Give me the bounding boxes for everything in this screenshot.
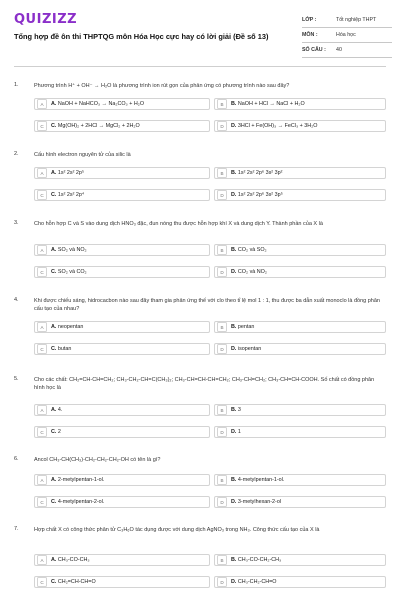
option-letter: B [217, 168, 227, 178]
option-text: D. 1 [231, 429, 241, 435]
document-title: Tổng hợp đề ôn thi THPTQG môn Hóa Học cực hay có lời giải (Đề số 13) [14, 32, 269, 41]
option-letter: D [217, 577, 227, 587]
option-letter: D [217, 344, 227, 354]
meta-table [302, 13, 392, 58]
option-letter: A [37, 99, 47, 109]
option-text: A. 2-metylpentan-1-ol. [51, 477, 105, 483]
option-letter: B [217, 475, 227, 485]
option-text: B. NaOH + HCl → NaCl + H₂O [231, 101, 305, 107]
meta-row-question-count [302, 43, 392, 58]
option-letter: A [37, 245, 47, 255]
option-a[interactable] [34, 554, 210, 566]
option-c[interactable] [34, 343, 210, 355]
option-letter: C [37, 267, 47, 277]
meta-value: Hóa học [336, 32, 356, 38]
option-letter: B [217, 99, 227, 109]
option-letter: A [37, 555, 47, 565]
option-text: C. 2 [51, 429, 61, 435]
option-b[interactable] [214, 554, 386, 566]
option-text: A. CH₃-CO-CH₃ [51, 557, 90, 563]
option-a[interactable] [34, 474, 210, 486]
option-d[interactable] [214, 120, 386, 132]
option-letter: D [217, 497, 227, 507]
option-a[interactable] [34, 321, 210, 333]
option-b[interactable] [214, 404, 386, 416]
option-text: D. isopentan [231, 346, 262, 352]
option-a[interactable] [34, 98, 210, 110]
meta-value: 40 [336, 47, 342, 53]
option-text: B. 3 [231, 407, 241, 413]
option-d[interactable] [214, 576, 386, 588]
option-text: D. 1s² 2s² 2p⁶ 3s² 3p⁵ [231, 192, 283, 198]
option-text: A. 1s² 2s² 2p⁵ [51, 170, 85, 176]
option-b[interactable] [214, 321, 386, 333]
question-text: Phương trình H⁺ + OH⁻ → H₂O là phương trình ion rút gọn của phản ứng có phương trình nào sau đây? [34, 83, 290, 89]
option-letter: D [217, 121, 227, 131]
meta-row-subject [302, 28, 392, 43]
option-text: D. CH₃-CH₂-CH=O [231, 579, 277, 585]
document-header [0, 0, 400, 64]
meta-row-class [302, 13, 392, 28]
option-c[interactable] [34, 189, 210, 201]
question-number: 2. [14, 151, 19, 157]
option-d[interactable] [214, 426, 386, 438]
option-b[interactable] [214, 167, 386, 179]
question-number: 6. [14, 456, 19, 462]
header-divider [14, 66, 386, 67]
question-text: Cấu hình electron nguyên tử của silic là [34, 152, 131, 158]
option-text: B. 4-metylpentan-1-ol. [231, 477, 285, 483]
option-text: D. CO₂ và NO₂ [231, 269, 267, 275]
meta-value: Tốt nghiệp THPT [336, 17, 377, 23]
question-text: Khi được chiếu sáng, hidrocacbon nào sau đây tham gia phản ứng thế với clo theo tỉ lệ mol 1 : 1, thu được ba dẫn xuất monoclo là đồng phân cấu tạo của nhau? [34, 298, 380, 312]
option-letter: A [37, 168, 47, 178]
question-text: Hợp chất X có công thức phân tử C₃H₆O tác dụng được với dung dịch AgNO₃ trong NH₃. Công thức cấu tạo của X là [34, 527, 320, 533]
option-letter: A [37, 322, 47, 332]
option-text: B. CO₂ và SO₂ [231, 247, 267, 253]
option-d[interactable] [214, 189, 386, 201]
option-text: C. Mg(OH)₂ + 2HCl → MgCl₂ + 2H₂O [51, 123, 140, 129]
meta-label: SỐ CÂU : [302, 47, 326, 53]
meta-label: LỚP : [302, 17, 317, 23]
question-number: 7. [14, 526, 19, 532]
question-number: 4. [14, 297, 19, 303]
option-text: A. 4. [51, 407, 63, 413]
option-text: A. NaOH + NaHCO₃ → Na₂CO₃ + H₂O [51, 101, 145, 107]
option-d[interactable] [214, 496, 386, 508]
option-letter: A [37, 475, 47, 485]
option-letter: C [37, 344, 47, 354]
option-a[interactable] [34, 167, 210, 179]
option-c[interactable] [34, 576, 210, 588]
option-text: C. CH₂=CH-CH=O [51, 579, 96, 585]
question-text: Cho các chất: CH₂=CH-CH=CH₂; CH₃-CH₂-CH=C(CH₃)₂; CH₃-CH=CH-CH=CH₂; CH₃-CH=CH₂; CH₃-CH=CH-COOH. Số chất có đồng phân hình học là [34, 377, 375, 391]
option-text: C. 4-metylpentan-2-ol. [51, 499, 105, 505]
option-letter: C [37, 190, 47, 200]
option-d[interactable] [214, 343, 386, 355]
option-letter: B [217, 322, 227, 332]
option-text: B. pentan [231, 324, 255, 330]
option-letter: C [37, 497, 47, 507]
option-text: B. CH₃-CO-CH₂-CH₃ [231, 557, 282, 563]
option-text: D. 3-metylhexan-2-ol [231, 499, 282, 505]
question-text: Cho hỗn hợp C và S vào dung dịch HNO₃ đặc, đun nóng thu được hỗn hợp khí X và dung dịch Y. Thành phần của X là [34, 221, 323, 227]
option-c[interactable] [34, 120, 210, 132]
option-a[interactable] [34, 244, 210, 256]
option-letter: D [217, 267, 227, 277]
option-a[interactable] [34, 404, 210, 416]
question-number: 1. [14, 82, 19, 88]
option-b[interactable] [214, 474, 386, 486]
option-letter: C [37, 427, 47, 437]
option-text: C. SO₂ và CO₂ [51, 269, 87, 275]
option-letter: A [37, 405, 47, 415]
quizizz-logo: QUIZIZZ [14, 12, 78, 27]
question-number: 3. [14, 220, 19, 226]
option-letter: B [217, 245, 227, 255]
option-letter: D [217, 190, 227, 200]
option-c[interactable] [34, 426, 210, 438]
question-number: 5. [14, 376, 19, 382]
option-text: B. 1s² 2s² 2p⁶ 3s² 3p² [231, 170, 283, 176]
option-text: C. butan [51, 346, 72, 352]
option-letter: B [217, 405, 227, 415]
option-b[interactable] [214, 244, 386, 256]
question-text: Ancol CH₃-CH(CH₃)-CH₂-CH₂-CH₂-OH có tên là gì? [34, 457, 161, 463]
meta-label: MÔN : [302, 32, 318, 38]
option-text: A. neopentan [51, 324, 84, 330]
option-text: A. SO₂ và NO₂ [51, 247, 87, 253]
option-text: D. 3HCl + Fe(OH)₃ → FeCl₃ + 3H₂O [231, 123, 318, 129]
option-c[interactable] [34, 496, 210, 508]
option-letter: C [37, 121, 47, 131]
option-letter: D [217, 427, 227, 437]
option-b[interactable] [214, 98, 386, 110]
option-text: C. 1s² 2s² 2p⁴ [51, 192, 85, 198]
option-d[interactable] [214, 266, 386, 278]
option-letter: C [37, 577, 47, 587]
option-letter: B [217, 555, 227, 565]
option-c[interactable] [34, 266, 210, 278]
